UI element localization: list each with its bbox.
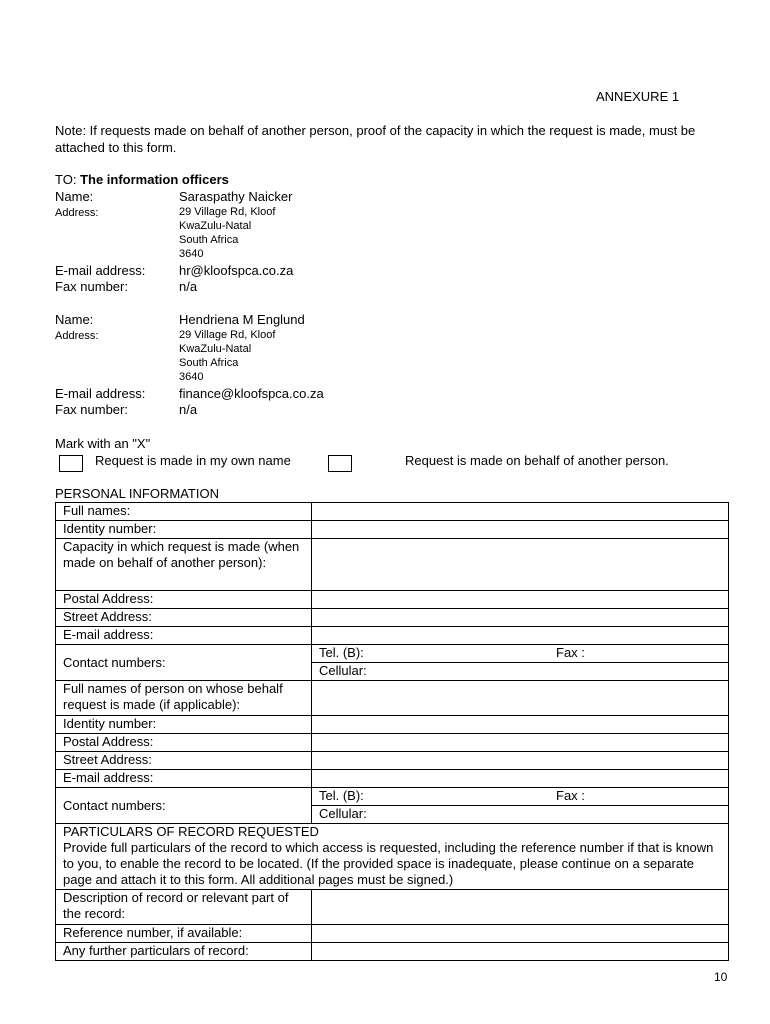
table-row — [56, 752, 729, 770]
officer-block-1 — [55, 189, 294, 295]
officer-block-2 — [55, 312, 324, 418]
address-line: South Africa — [179, 357, 239, 369]
address-label: Address: — [55, 207, 99, 219]
behalf-street-address-field[interactable] — [312, 752, 729, 770]
fax-label: Fax : — [556, 788, 585, 803]
table-row — [56, 627, 729, 645]
officer-name: Saraspathy Naicker — [179, 189, 293, 204]
table-row — [56, 503, 729, 521]
capacity-label: Capacity in which request is made (when made on behalf of another person): — [56, 539, 312, 591]
table-row — [56, 770, 729, 788]
table-row — [56, 824, 729, 890]
to-title: The information officers — [80, 172, 229, 187]
behalf-identity-number-label: Identity number: — [56, 716, 312, 734]
behalf-email-address-field[interactable] — [312, 770, 729, 788]
description-field[interactable] — [312, 890, 729, 925]
fax-label: Fax number: — [55, 402, 128, 417]
officer-email: finance@kloofspca.co.za — [179, 386, 324, 401]
further-label: Any further particulars of record: — [56, 943, 312, 961]
officer-fax: n/a — [179, 402, 198, 417]
note-text: Note: If requests made on behalf of another person, proof of the capacity in which the request is made, must be attached to this form. — [55, 123, 696, 155]
cellular-label: Cellular: — [319, 806, 367, 821]
address-line: 29 Village Rd, Kloof — [179, 206, 276, 218]
table-row — [56, 925, 729, 943]
email-address-field[interactable] — [312, 627, 729, 645]
behalf-postal-address-field[interactable] — [312, 734, 729, 752]
address-line: KwaZulu-Natal — [179, 343, 252, 355]
contact-numbers-label: Contact numbers: — [56, 645, 312, 681]
own-name-label: Request is made in my own name — [95, 453, 291, 468]
own-name-checkbox[interactable] — [59, 455, 83, 472]
table-row — [56, 734, 729, 752]
address-label: Address: — [55, 330, 99, 342]
tel-fax-field[interactable] — [312, 645, 729, 663]
behalf-full-names-field[interactable] — [312, 681, 729, 716]
cellular-label: Cellular: — [319, 663, 367, 678]
to-prefix: TO: — [55, 172, 77, 187]
to-heading — [55, 172, 229, 187]
behalf-tel-fax-field[interactable] — [312, 788, 729, 806]
name-label: Name: — [55, 312, 94, 327]
table-row — [56, 788, 729, 806]
full-names-label: Full names: — [56, 503, 312, 521]
name-label: Name: — [55, 189, 94, 204]
fax-label: Fax : — [556, 645, 585, 660]
table-row — [56, 716, 729, 734]
officer-email: hr@kloofspca.co.za — [179, 263, 294, 278]
behalf-checkbox[interactable] — [328, 455, 352, 472]
reference-field[interactable] — [312, 925, 729, 943]
address-line: 3640 — [179, 371, 204, 383]
officer-name: Hendriena M Englund — [179, 312, 305, 327]
annexure-label: ANNEXURE 1 — [596, 89, 680, 104]
postal-address-label: Postal Address: — [56, 591, 312, 609]
particulars-section — [56, 824, 729, 890]
tel-b-label: Tel. (B): — [319, 788, 364, 803]
behalf-postal-address-label: Postal Address: — [56, 734, 312, 752]
email-label: E-mail address: — [55, 263, 146, 278]
behalf-cellular-field[interactable] — [312, 806, 729, 824]
request-form-table — [55, 502, 729, 961]
table-row — [56, 681, 729, 716]
table-row — [56, 521, 729, 539]
behalf-full-names-label: Full names of person on whose behalf request is made (if applicable): — [56, 681, 312, 716]
table-row — [56, 539, 729, 591]
particulars-heading: PARTICULARS OF RECORD REQUESTED — [63, 824, 319, 839]
email-address-label: E-mail address: — [56, 627, 312, 645]
capacity-field[interactable] — [312, 539, 729, 591]
street-address-field[interactable] — [312, 609, 729, 627]
behalf-label: Request is made on behalf of another person. — [405, 453, 669, 468]
table-row — [56, 943, 729, 961]
description-label: Description of record or relevant part of the record: — [56, 890, 312, 925]
reference-label: Reference number, if available: — [56, 925, 312, 943]
behalf-identity-number-field[interactable] — [312, 716, 729, 734]
cellular-field[interactable] — [312, 663, 729, 681]
table-row — [56, 609, 729, 627]
address-line: 3640 — [179, 248, 204, 260]
behalf-contact-numbers-label: Contact numbers: — [56, 788, 312, 824]
further-field[interactable] — [312, 943, 729, 961]
identity-number-label: Identity number: — [56, 521, 312, 539]
table-row — [56, 645, 729, 663]
page-number: 10 — [714, 970, 728, 984]
postal-address-field[interactable] — [312, 591, 729, 609]
behalf-email-address-label: E-mail address: — [56, 770, 312, 788]
behalf-street-address-label: Street Address: — [56, 752, 312, 770]
address-line: KwaZulu-Natal — [179, 220, 252, 232]
full-names-field[interactable] — [312, 503, 729, 521]
email-label: E-mail address: — [55, 386, 146, 401]
tel-b-label: Tel. (B): — [319, 645, 364, 660]
officer-fax: n/a — [179, 279, 198, 294]
address-line: South Africa — [179, 234, 239, 246]
street-address-label: Street Address: — [56, 609, 312, 627]
identity-number-field[interactable] — [312, 521, 729, 539]
table-row — [56, 591, 729, 609]
particulars-instructions: Provide full particulars of the record to which access is requested, including the reference number if that is known to you, to enable the record to be located. (If the provided space is inadequate, please continue on a separate page and attach it to this form. All additional pages must be signed.) — [63, 840, 714, 887]
table-row — [56, 890, 729, 925]
personal-info-heading: PERSONAL INFORMATION — [55, 486, 219, 501]
address-line: 29 Village Rd, Kloof — [179, 329, 276, 341]
fax-label: Fax number: — [55, 279, 128, 294]
mark-instruction: Mark with an "X" — [55, 436, 151, 451]
